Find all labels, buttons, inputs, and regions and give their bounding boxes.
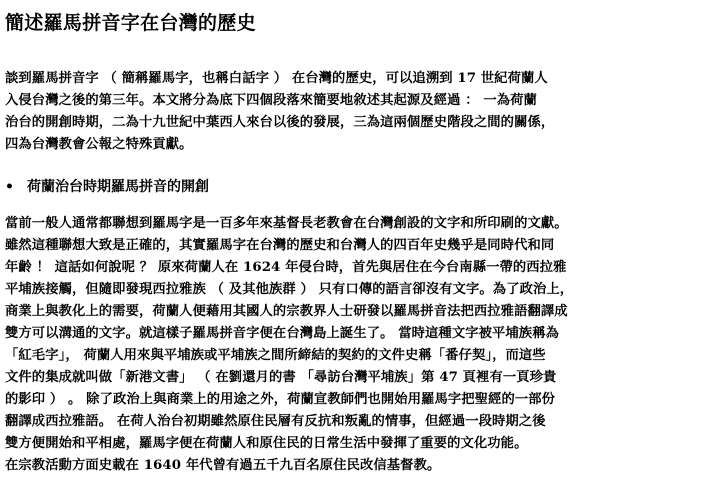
intro-line: 入侵台灣之後的第三年。本文將分為底下四個段落來簡要地敘述其起源及經過 ： 一為荷蘭 xyxy=(5,93,537,108)
body-line: 雙方便開始和平相處，羅馬字便在荷蘭人和原住民的日常生活中發揮了重要的文化功能。 xyxy=(5,436,528,451)
intro-line: 談到羅馬拼音字 （ 簡稱羅馬字，也稱白話字 ） 在台灣的歷史，可以追溯到 17 世紀荷蘭人 xyxy=(5,71,548,86)
body-line: 「紅毛字」， 荷蘭人用來與平埔族或平埔族之間所締結的契約的文件史稱「番仔契」，而這些 xyxy=(5,348,546,363)
document-title: 簡述羅馬拼音字在台灣的歷史 xyxy=(5,12,256,34)
body-line: 年齡 ！ 這話如何說呢 ？ 原來荷蘭人在 1624 年侵台時，首先與居住在今台南縣一帶的西拉雅 xyxy=(5,260,567,275)
intro-line: 治台的開創時期，二為十九世紀中葉西人來台以後的發展，三為這兩個歷史階段之間的關係， xyxy=(5,115,555,130)
intro-line: 四為台灣教會公報之特殊貢獻。 xyxy=(5,137,193,152)
body-line: 平埔族接觸，但隨即發現西拉雅族 （ 及其他族群 ） 只有口傳的語言卻沒有文字。為了政治上， xyxy=(5,282,574,297)
body-line: 當前一般人通常都聯想到羅馬字是一百多年來基督長老教會在台灣創設的文字和所印刷的文獻。 xyxy=(5,216,568,231)
body-line: 翻譯成西拉雅語。 在荷人治台初期雖然原住民層有反抗和叛亂的情事，但經過一段時期之後 xyxy=(5,414,546,429)
body-line: 雖然這種聯想大致是正確的，其實羅馬字在台灣的歷史和台灣人的四百年史幾乎是同時代和同 xyxy=(5,238,555,253)
section-heading-text: 荷蘭治台時期羅馬拼音的開創 xyxy=(27,179,209,195)
body-line: 在宗教活動方面史載在 1640 年代曾有過五千九百名原住民改信基督教。 xyxy=(5,458,441,473)
section-heading xyxy=(5,176,209,196)
body-line: 的影印 ） 。 除了政治上與商業上的用途之外，荷蘭宣教師們也開始用羅馬字把聖經的一部份 xyxy=(5,392,556,407)
body-line: 文件的集成就叫做「新港文書」 （ 在劉還月的書 「尋訪台灣平埔族」第 47 頁裡有一頁珍貴 xyxy=(5,370,557,385)
body-line: 雙方可以溝通的文字。就這樣子羅馬拼音字便在台灣島上誕生了。 當時這種文字被平埔族稱為 xyxy=(5,326,559,341)
body-line: 商業上與教化上的需要，荷蘭人便藉用其國人的宗教界人士研發以羅馬拼音法把西拉雅語翻譯成 xyxy=(5,304,568,319)
bullet-icon: • xyxy=(5,179,14,195)
